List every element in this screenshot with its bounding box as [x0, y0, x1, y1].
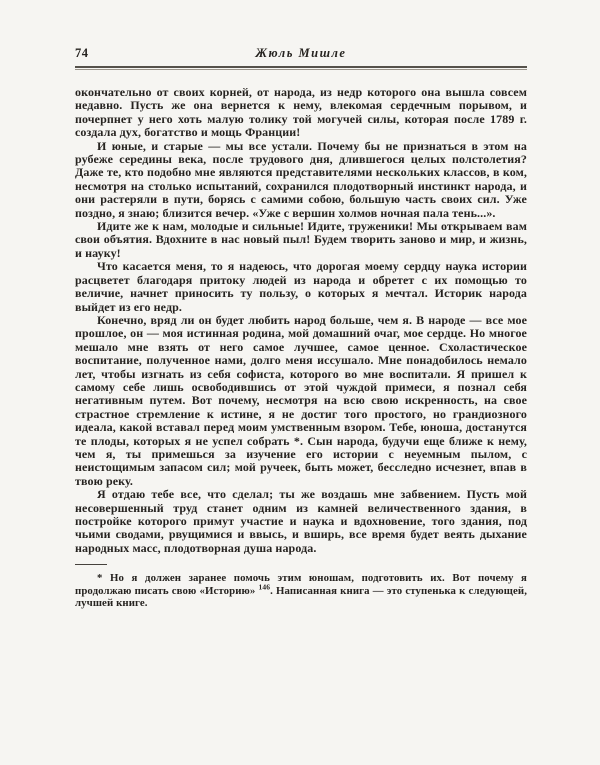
footnote-separator [75, 564, 107, 565]
footnote-text-after: . Написанная книга — это ступенька к следующей, лучшей книге. [75, 584, 527, 610]
footnote [75, 572, 527, 609]
footnote-text: Но я должен заранее помочь этим юношам, подготовить их. Вот почему я продолжаю писать свою «Историю» [75, 572, 527, 597]
body-paragraph: И юные, и старые — мы все устали. Почему бы не признаться в этом на рубеже середины века, после трудового дня, длившегося целых полстолетия? Даже те, кто подобно мне являются представителями нескольких классов, в ком, несмотря на столько испытаний, сохранился плодотворный инстинкт народа, и они растеряли в пути, борясь с самими собою, большую часть своих сил. Уже поздно, я знаю; близится вечер. «Уже с вершин холмов ночная пала тень...». [75, 138, 527, 220]
header-rule [75, 66, 527, 70]
footnote-marker: * [97, 572, 103, 585]
running-head [75, 46, 527, 62]
body-paragraph: Я отдаю тебе все, что сделал; ты же воздашь мне забвением. Пусть мой несовершенный труд станет одним из камней величественного здания, в постройке которого примут участие и наука и вдохновение, того здания, под чьими сводами, рвущимися и ввысь, и вширь, все время будет веять дыхание народных масс, плодотворная душа народа. [75, 487, 527, 555]
body-paragraph: Идите же к нам, молодые и сильные! Идите, труженики! Мы открываем вам свои объятия. Вдохните в нас новый пыл! Будем творить заново и мир, и жизнь, и науку! [75, 219, 527, 260]
footnote-number-sup: 146 [258, 582, 271, 592]
body-paragraph: Что касается меня, то я надеюсь, что дорогая моему сердцу наука истории расцветет благодаря притоку людей из народа и обретет с их помощью то величие, начнет приносить ту пользу, о которых я мечтал. Историк народа выйдет из его недр. [75, 259, 527, 314]
text-block [75, 46, 527, 620]
body-text [75, 86, 527, 555]
body-paragraph: окончательно от своих корней, от народа, из недр которого она вышла совсем недавно. Пусть же она вернется к нему, влекомая сердечным порывом, и почерпнет у него хоть малую толику той могучей силы, которая после 1789 г. создала дух, богатство и мощь Франции! [75, 85, 527, 140]
body-paragraph: Конечно, вряд ли он будет любить народ больше, чем я. В народе — все мое прошлое, он — моя истинная родина, мой домашний очаг, мое сердце. Но многое мешало мне взять от него самое лучшее, самое ценное. Схоластическое воспитание, полученное нами, долго меня иссушало. Мне понадобилось немало лет, чтобы изгнать из себя софиста, которого во мне воспитали. Я пришел к самому себе лишь освободившись от этой чуждой примеси, я познал себя негативным путем. Вот почему, несмотря на всю свою искренность, на свое страстное стремление к истине, я не достиг того простого, но грандиозного идеала, какой вставал перед моим умственным взором. Тебе, юноша, достанутся те плоды, которых я не успел собрать *. Сын народа, будучи еще ближе к нему, чем я, ты примешься за изучение его истории с неуемным пылом, с неистощимым запасом сил; мой ручеек, быть может, бесследно исчезнет, впав в твою реку. [75, 312, 527, 488]
running-head-title: Жюль Мишле [255, 46, 347, 60]
page-number: 74 [75, 46, 89, 60]
